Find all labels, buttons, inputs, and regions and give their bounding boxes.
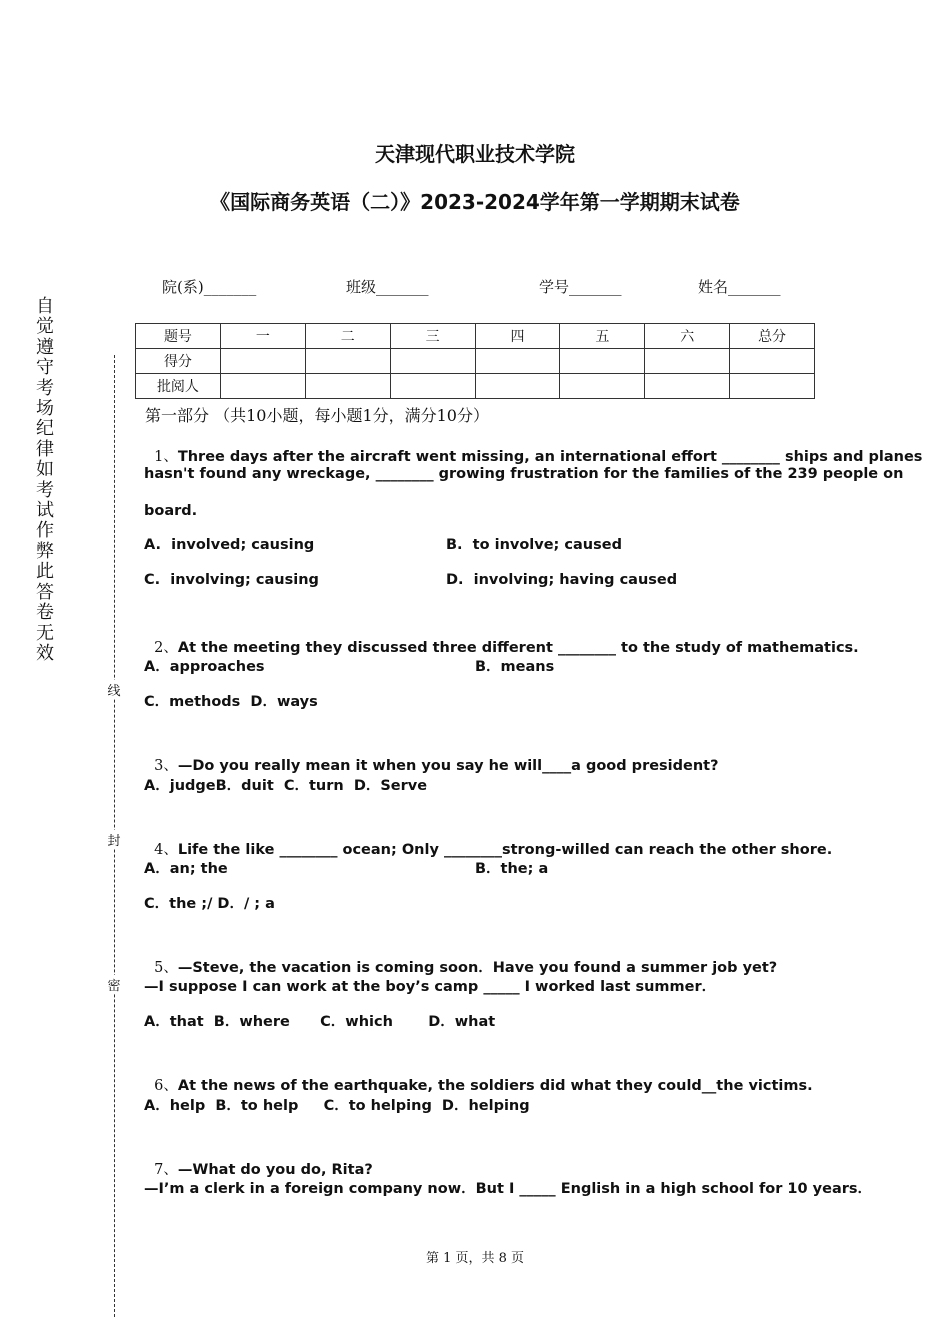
question-number: 4、 — [154, 842, 178, 858]
question-4-option-a: A．an; the — [144, 861, 228, 877]
question-number: 6、 — [154, 1078, 178, 1094]
score-table-row-score — [136, 349, 815, 374]
question-number: 7、 — [154, 1162, 178, 1178]
grader-row-label: 批阅人 — [136, 374, 221, 399]
question-number: 2、 — [154, 640, 178, 656]
grader-cell — [475, 374, 560, 399]
student-id-field: 学号_______ — [539, 278, 622, 296]
binding-mark-secret: 密 — [104, 975, 124, 994]
page-footer: 第 1 页，共 8 页 — [425, 1251, 525, 1266]
question-3-options: A．judgeB．duit C．turn D．Serve — [144, 778, 428, 794]
score-table-header-cell: 五 — [560, 324, 645, 349]
question-1-option-a: A. involved; causing — [144, 537, 315, 553]
question-number: 1、 — [154, 449, 178, 465]
question-number: 3、 — [154, 758, 178, 774]
question-text: —Steve, the vacation is coming soon．Have you found a summer job yet? — [177, 960, 778, 976]
score-cell — [390, 349, 475, 374]
question-text: Three days after the aircraft went missing, an international effort ________ ships and planes — [177, 449, 923, 465]
question-2-options-cd: C．methods D．ways — [144, 694, 318, 710]
grader-cell — [220, 374, 305, 399]
grader-cell — [730, 374, 815, 399]
grader-cell — [305, 374, 390, 399]
score-cell — [305, 349, 390, 374]
question-1-option-c: C. involving; causing — [144, 572, 319, 588]
question-5-line-2: —I suppose I can work at the boy’s camp _____ I worked last summer． — [144, 979, 717, 995]
question-6-text — [144, 1058, 813, 1095]
score-table-header-cell: 二 — [305, 324, 390, 349]
question-2-text — [144, 620, 859, 657]
class-field: 班级_______ — [346, 278, 429, 296]
score-table-header-cell: 一 — [220, 324, 305, 349]
question-1-line-1 — [144, 429, 922, 466]
score-cell — [475, 349, 560, 374]
question-2-option-a: A．approaches — [144, 659, 265, 675]
score-cell — [560, 349, 645, 374]
grader-cell — [645, 374, 730, 399]
score-cell — [730, 349, 815, 374]
school-name: 天津现代职业技术学院 — [375, 142, 575, 166]
score-table-header-row — [136, 324, 815, 349]
score-table-header-cell: 六 — [645, 324, 730, 349]
score-cell — [220, 349, 305, 374]
exam-title: 《国际商务英语（二）》2023-2024学年第一学期期末试卷 — [210, 190, 740, 214]
question-7-line-2: —I’m a clerk in a foreign company now．But I _____ English in a high school for 10 years． — [144, 1181, 873, 1197]
question-text: —What do you do, Rita? — [177, 1162, 373, 1178]
question-4-option-b: B．the; a — [475, 861, 549, 877]
question-4-options-cd: C．the ;/ D．/ ; a — [144, 896, 275, 912]
score-table-header-cell: 题号 — [136, 324, 221, 349]
question-text: At the meeting they discussed three different ________ to the study of mathematics. — [177, 640, 859, 656]
question-5-text — [144, 940, 777, 977]
question-7-text — [144, 1142, 373, 1179]
department-field: 院(系)_______ — [162, 278, 257, 296]
question-1-option-d: D. involving; having caused — [446, 572, 678, 588]
question-text: Life the like ________ ocean; Only ________strong-willed can reach the other shore. — [177, 842, 833, 858]
binding-mark-seal: 封 — [104, 830, 124, 849]
question-6-options: A．help B．to help C．to helping D．helping — [144, 1098, 530, 1114]
binding-mark-line: 线 — [104, 680, 124, 699]
question-4-text — [144, 822, 832, 859]
question-1-line-2: hasn't found any wreckage, ________ growing frustration for the families of the 239 people on — [144, 466, 904, 482]
score-table-row-grader — [136, 374, 815, 399]
question-1-option-b: B. to involve; caused — [446, 537, 622, 553]
question-text: —Do you really mean it when you say he will____a good president? — [177, 758, 719, 774]
score-row-label: 得分 — [136, 349, 221, 374]
exam-discipline-notice: 自觉遵守考场纪律如考试作弊此答卷无效 — [36, 296, 54, 664]
name-field: 姓名_______ — [698, 278, 781, 296]
question-text: At the news of the earthquake, the soldiers did what they could__the victims. — [177, 1078, 813, 1094]
question-1-line-3: board. — [144, 503, 198, 519]
grader-cell — [390, 374, 475, 399]
score-table — [135, 323, 815, 399]
score-table-header-cell: 总分 — [730, 324, 815, 349]
score-table-header-cell: 三 — [390, 324, 475, 349]
section-title: 第一部分 （共10小题，每小题1分，满分10分） — [145, 406, 489, 425]
score-cell — [645, 349, 730, 374]
grader-cell — [560, 374, 645, 399]
question-5-options: A．that B．where C．which D．what — [144, 1014, 496, 1030]
question-3-text — [144, 738, 719, 775]
score-table-header-cell: 四 — [475, 324, 560, 349]
question-2-option-b: B．means — [475, 659, 555, 675]
question-number: 5、 — [154, 960, 178, 976]
